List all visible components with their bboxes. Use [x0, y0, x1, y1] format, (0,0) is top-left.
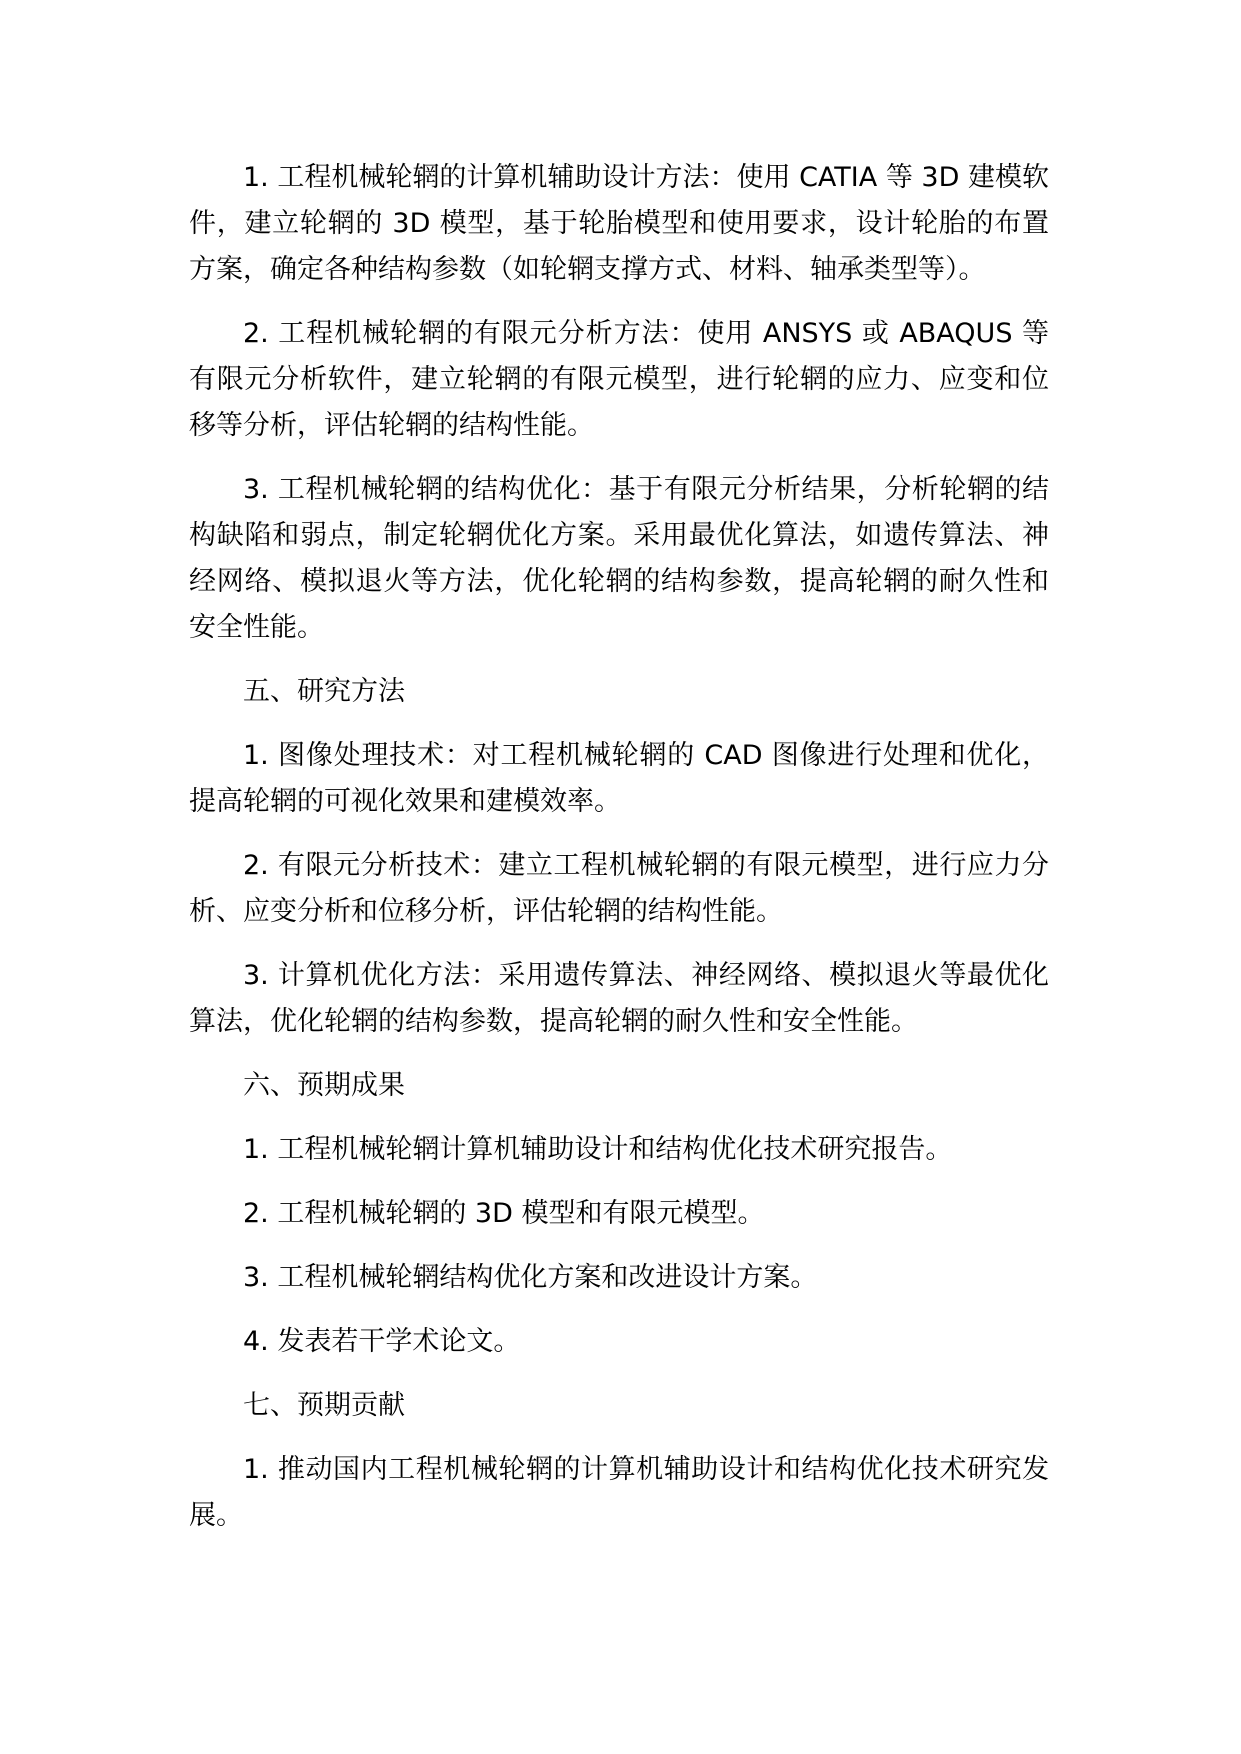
list-item-result-4: 4. 发表若干学术论文。 — [243, 1326, 521, 1357]
paragraph-cad-method: 1. 工程机械轮辋的计算机辅助设计方法：使用 CATIA 等 3D 建模软件，建立轮辋的 3D 模型，基于轮胎模型和使用要求，设计轮胎的布置方案，确定各种结构参数（如轮辋支撑方式、材料、轴承类型等）。 — [189, 162, 1049, 285]
paragraph-computer-optimization: 3. 计算机优化方法：采用遗传算法、神经网络、模拟退火等最优化算法，优化轮辋的结构参数，提高轮辋的耐久性和安全性能。 — [189, 960, 1049, 1037]
paragraph-image-processing: 1. 图像处理技术：对工程机械轮辋的 CAD 图像进行处理和优化，提高轮辋的可视化效果和建模效率。 — [189, 740, 1049, 817]
paragraph-fea-technique: 2. 有限元分析技术：建立工程机械轮辋的有限元模型，进行应力分析、应变分析和位移分析，评估轮辋的结构性能。 — [189, 850, 1049, 927]
list-item-result-3: 3. 工程机械轮辋结构优化方案和改进设计方案。 — [243, 1262, 818, 1293]
section-heading-expected-contributions: 七、预期贡献 — [243, 1390, 405, 1421]
paragraph-fea-method: 2. 工程机械轮辋的有限元分析方法：使用 ANSYS 或 ABAQUS 等有限元分析软件，建立轮辋的有限元模型，进行轮辋的应力、应变和位移等分析，评估轮辋的结构性能。 — [189, 318, 1049, 441]
section-heading-expected-results: 六、预期成果 — [243, 1070, 405, 1101]
section-heading-research-methods: 五、研究方法 — [243, 676, 405, 707]
list-item-result-2: 2. 工程机械轮辋的 3D 模型和有限元模型。 — [243, 1198, 765, 1229]
document-body — [189, 155, 1049, 1539]
list-item-result-1: 1. 工程机械轮辋计算机辅助设计和结构优化技术研究报告。 — [243, 1134, 953, 1165]
list-item-contribution-1: 1. 推动国内工程机械轮辋的计算机辅助设计和结构优化技术研究发展。 — [189, 1454, 1049, 1531]
paragraph-structure-optimization: 3. 工程机械轮辋的结构优化：基于有限元分析结果，分析轮辋的结构缺陷和弱点，制定轮辋优化方案。采用最优化算法，如遗传算法、神经网络、模拟退火等方法，优化轮辋的结构参数，提高轮辋的耐久性和安全性能。 — [189, 474, 1049, 643]
